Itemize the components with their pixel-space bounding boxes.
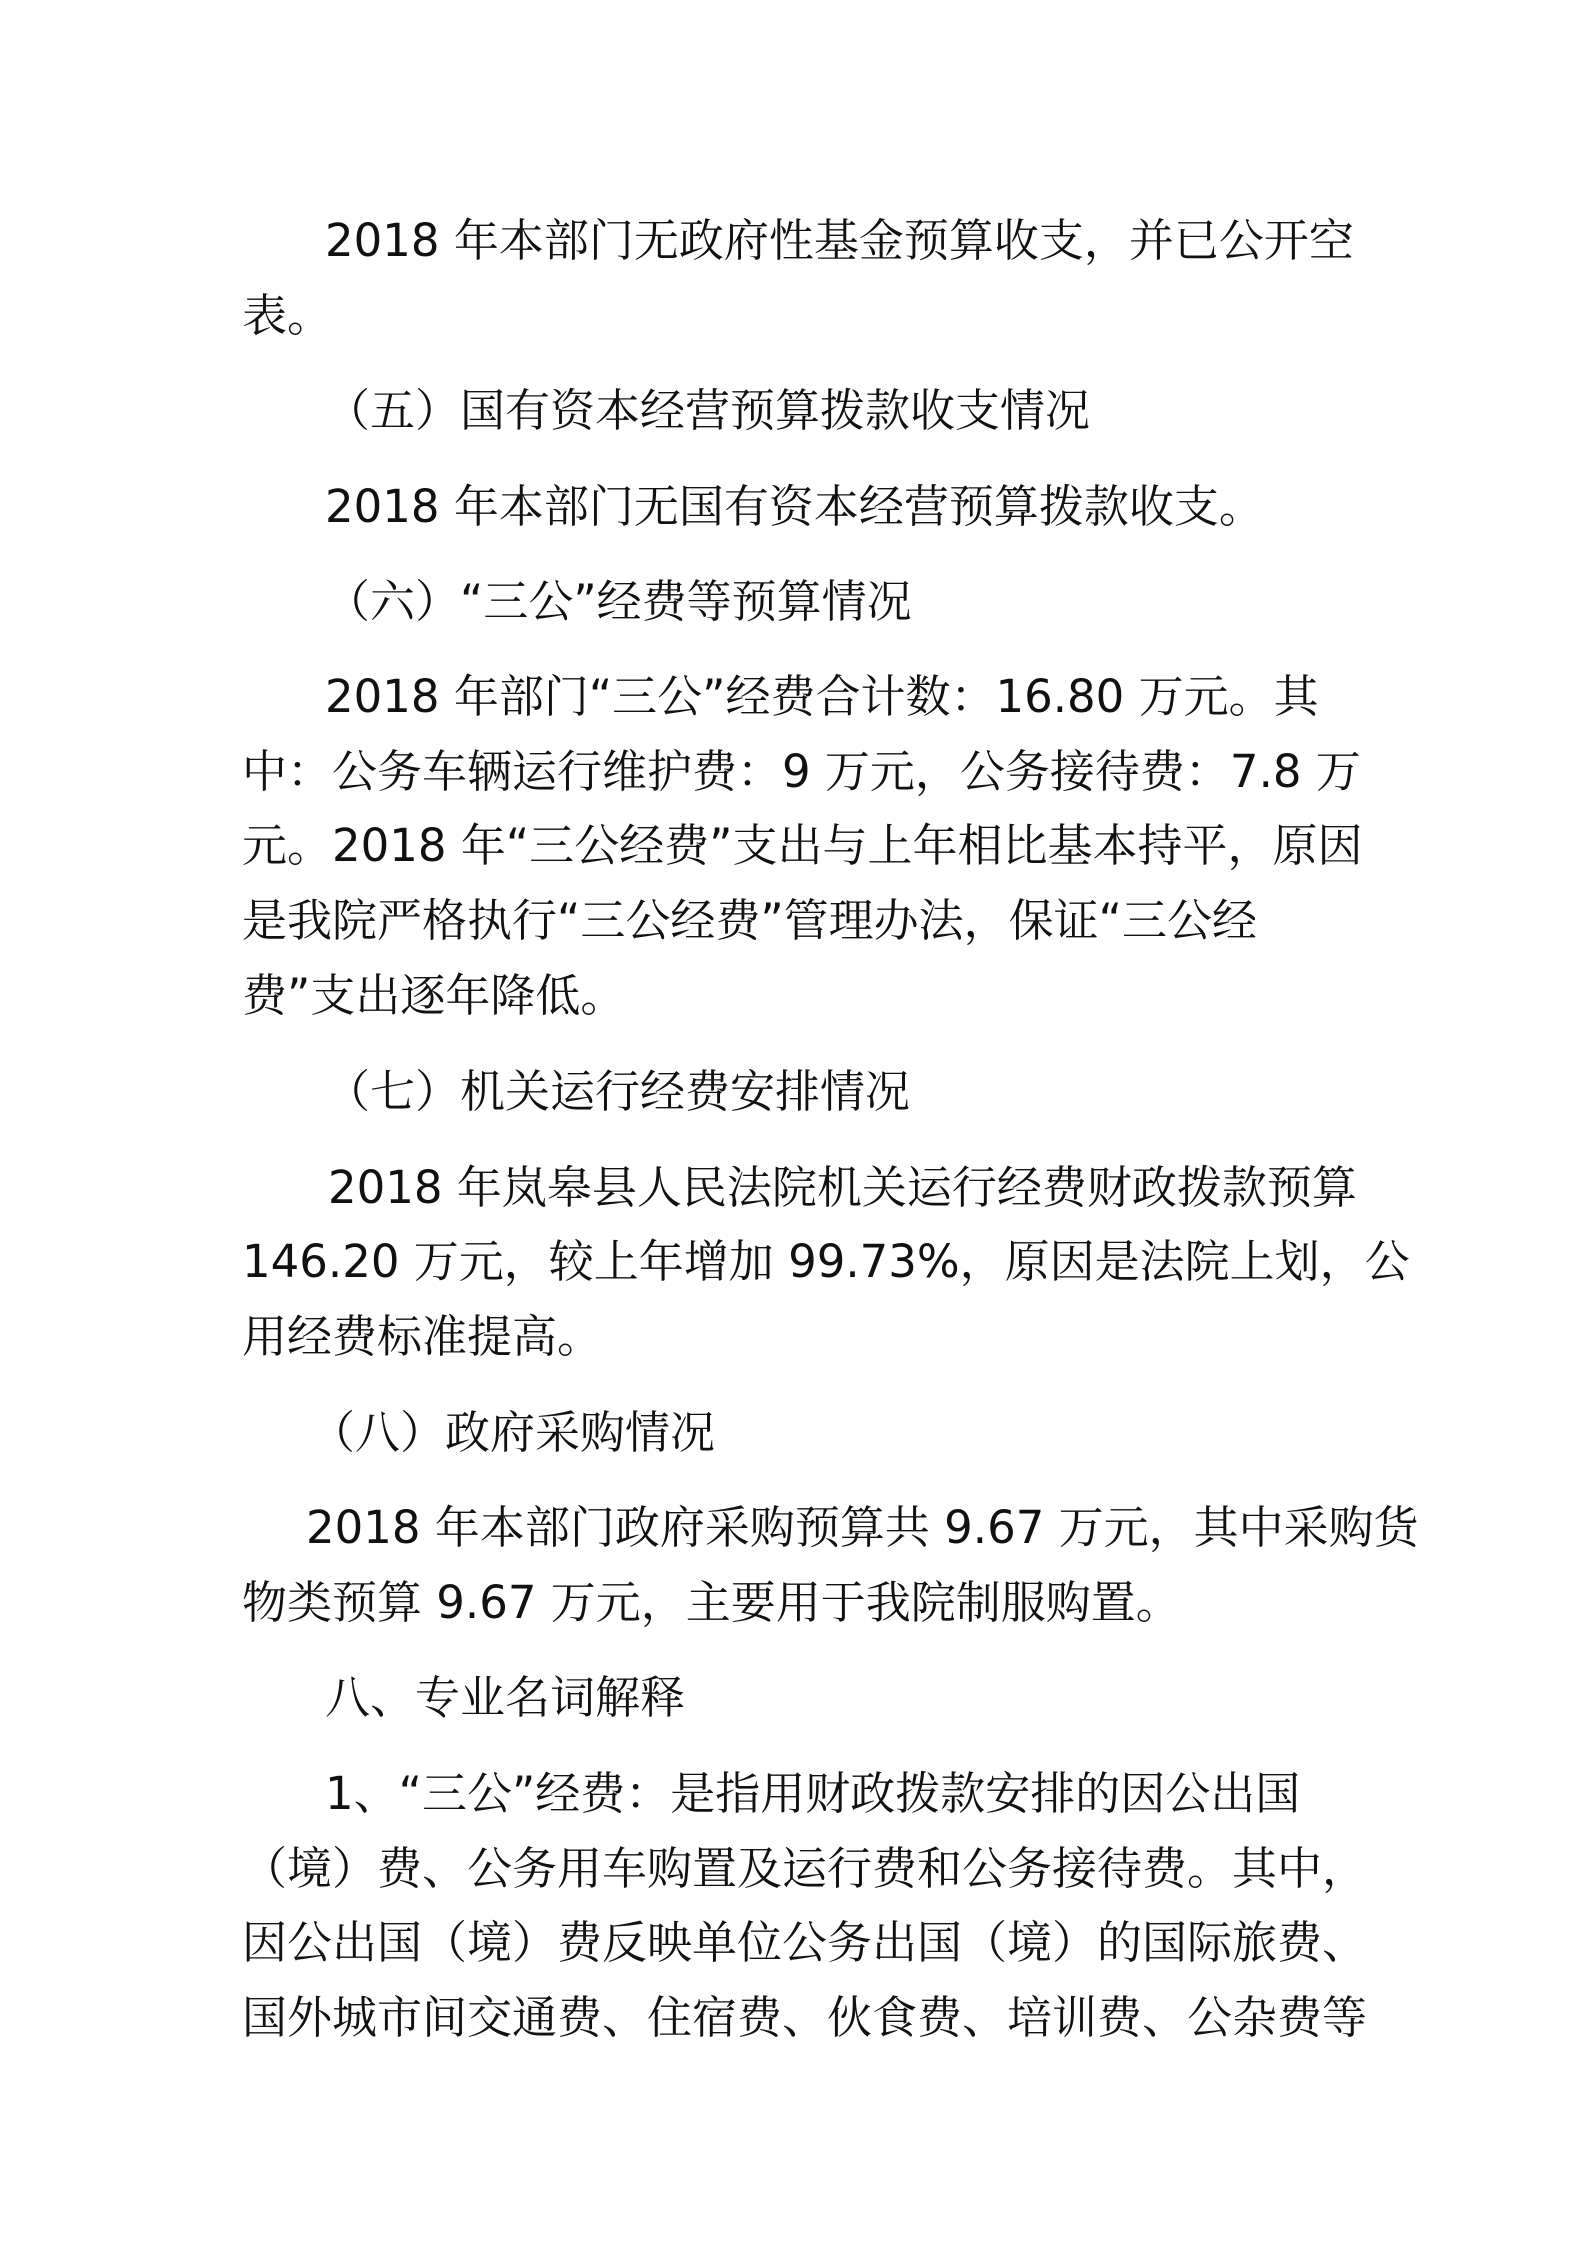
section-heading-5: （五）国有资本经营预算拨款收支情况 — [325, 384, 1091, 437]
text-line-13: 146.20 万元，较上年增加 99.73%，原因是法院上划，公 — [242, 1235, 1410, 1288]
text-line-17: 物类预算 9.67 万元，主要用于我院制服购置。 — [242, 1576, 1181, 1629]
section-heading-6: （六）“三公”经费等预算情况 — [325, 575, 912, 628]
text-line-10: 费”支出逐年降低。 — [242, 969, 626, 1022]
text-line-2: 表。 — [242, 289, 333, 342]
text-line-9: 是我院严格执行“三公经费”管理办法，保证“三公经 — [242, 894, 1257, 947]
text-line-21: 因公出国（境）费反映单位公务出国（境）的国际旅费、 — [242, 1916, 1368, 1969]
text-line-12: 2018 年岚皋县人民法院机关运行经费财政拨款预算 — [328, 1161, 1357, 1214]
text-line-19: 1、“三公”经费：是指用财政拨款安排的因公出国 — [325, 1767, 1301, 1820]
section-heading-8: （八）政府采购情况 — [310, 1406, 716, 1459]
text-line-1: 2018 年本部门无政府性基金预算收支，并已公开空 — [325, 214, 1354, 267]
section-heading-7: （七）机关运行经费安排情况 — [325, 1065, 911, 1118]
text-line-7: 中：公务车辆运行维护费：9 万元，公务接待费：7.8 万 — [242, 745, 1361, 798]
text-line-20: （境）费、公务用车购置及运行费和公务接待费。其中， — [242, 1842, 1368, 1895]
chapter-heading-8: 八、专业名词解释 — [325, 1671, 686, 1724]
text-line-4: 2018 年本部门无国有资本经营预算拨款收支。 — [325, 480, 1264, 533]
text-line-6: 2018 年部门“三公”经费合计数：16.80 万元。其 — [325, 670, 1319, 723]
text-line-16: 2018 年本部门政府采购预算共 9.67 万元，其中采购货 — [306, 1501, 1419, 1554]
text-line-22: 国外城市间交通费、住宿费、伙食费、培训费、公杂费等 — [242, 1991, 1368, 2044]
text-line-8: 元。2018 年“三公经费”支出与上年相比基本持平，原因 — [242, 819, 1363, 872]
text-line-14: 用经费标准提高。 — [242, 1310, 603, 1363]
